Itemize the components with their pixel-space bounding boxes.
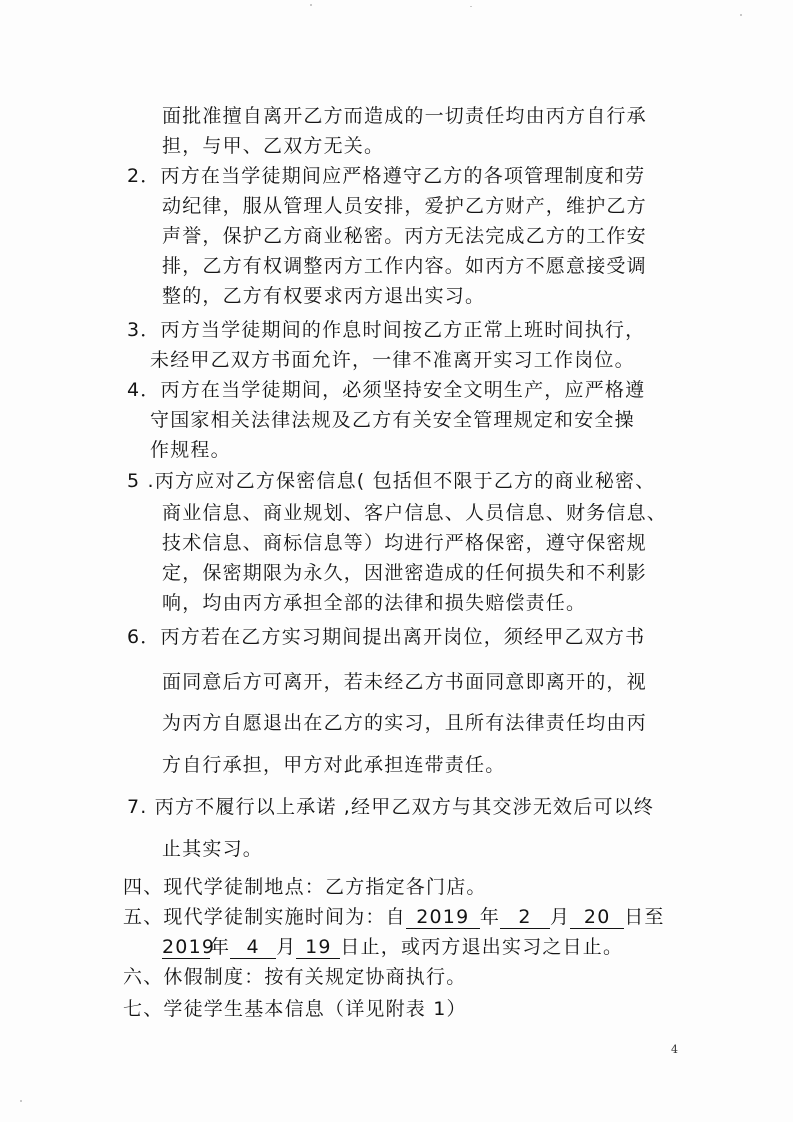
clause-2: 2．丙方在当学徒期间应严格遵守乙方的各项管理制度和劳 xyxy=(127,165,646,187)
text-line: 作规程。 xyxy=(150,439,231,461)
end-year-field: 2019 xyxy=(162,936,216,958)
end-month-field: 4 xyxy=(230,936,276,959)
clause-3: 3．丙方当学徒期间的作息时间按乙方正常上班时间执行， xyxy=(127,319,646,341)
year-label: 年 xyxy=(210,936,231,958)
schedule-end-line xyxy=(162,934,623,960)
start-year-field: 2019 xyxy=(406,906,480,929)
text-line: 技术信息、商标信息等）均进行严格保密，遵守保密规 xyxy=(162,532,647,554)
section-five-schedule xyxy=(123,904,665,930)
text-line: 声誉，保护乙方商业秘密。丙方无法完成乙方的工作安 xyxy=(162,225,647,247)
text-line: 方自行承担，甲方对此承担连带责任。 xyxy=(162,754,506,776)
text-line: 响，均由丙方承担全部的法律和损失赔偿责任。 xyxy=(162,592,587,614)
clause-4: 4．丙方在当学徒期间，必须坚持安全文明生产，应严格遵 xyxy=(127,379,646,401)
scan-speck xyxy=(740,14,742,16)
text-line: 面批准擅自离开乙方而造成的一切责任均由丙方自行承 xyxy=(162,105,647,127)
text-line: 未经甲乙双方书面允许，一律不准离开实习工作岗位。 xyxy=(150,349,635,371)
text-line: 定，保密期限为永久，因泄密造成的任何损失和不利影 xyxy=(162,562,647,584)
section-seven-student-info: 七、学徒学生基本信息（详见附表 1） xyxy=(123,998,467,1020)
text-line: 为丙方自愿退出在乙方的实习，且所有法律责任均由丙 xyxy=(162,712,647,734)
scan-speck xyxy=(470,6,472,7)
start-day-field: 20 xyxy=(570,906,624,929)
clause-7: 7. 丙方不履行以上承诺 ,经甲乙双方与其交涉无效后可以终 xyxy=(127,796,655,818)
text-line: 动纪律，服从管理人员安排，爱护乙方财产，维护乙方 xyxy=(162,195,647,217)
clause-5: 5 .丙方应对乙方保密信息( 包括但不限于乙方的商业秘密、 xyxy=(127,470,656,492)
text-line: 商业信息、商业规划、客户信息、人员信息、财务信息、 xyxy=(162,502,668,524)
text-line: 面同意后方可离开，若未经乙方书面同意即离开的，视 xyxy=(162,671,647,693)
month-label: 月 xyxy=(276,936,297,958)
scan-speck xyxy=(310,4,312,6)
section-six-leave: 六、休假制度：按有关规定协商执行。 xyxy=(123,966,467,988)
schedule-prefix: 五、现代学徒制实施时间为：自 xyxy=(123,906,406,928)
clause-6: 6．丙方若在乙方实习期间提出离开岗位，须经甲乙双方书 xyxy=(127,626,646,648)
scan-speck xyxy=(20,1100,22,1102)
day-to-label: 日至 xyxy=(624,906,665,928)
text-line: 整的，乙方有权要求丙方退出实习。 xyxy=(162,285,486,307)
month-label: 月 xyxy=(550,906,571,928)
end-day-field: 19 xyxy=(296,936,340,959)
start-month-field: 2 xyxy=(500,906,550,929)
schedule-suffix: 日止，或丙方退出实习之日止。 xyxy=(340,936,624,958)
text-line: 担，与甲、乙双方无关。 xyxy=(162,135,385,157)
page-number: 4 xyxy=(671,1043,678,1056)
text-line: 止其实习。 xyxy=(162,838,264,860)
section-four-location: 四、现代学徒制地点：乙方指定各门店。 xyxy=(123,876,487,898)
year-label: 年 xyxy=(479,906,501,928)
text-line: 排，乙方有权调整丙方工作内容。如丙方不愿意接受调 xyxy=(162,255,647,277)
text-line: 守国家相关法律法规及乙方有关安全管理规定和安全操 xyxy=(150,409,635,431)
